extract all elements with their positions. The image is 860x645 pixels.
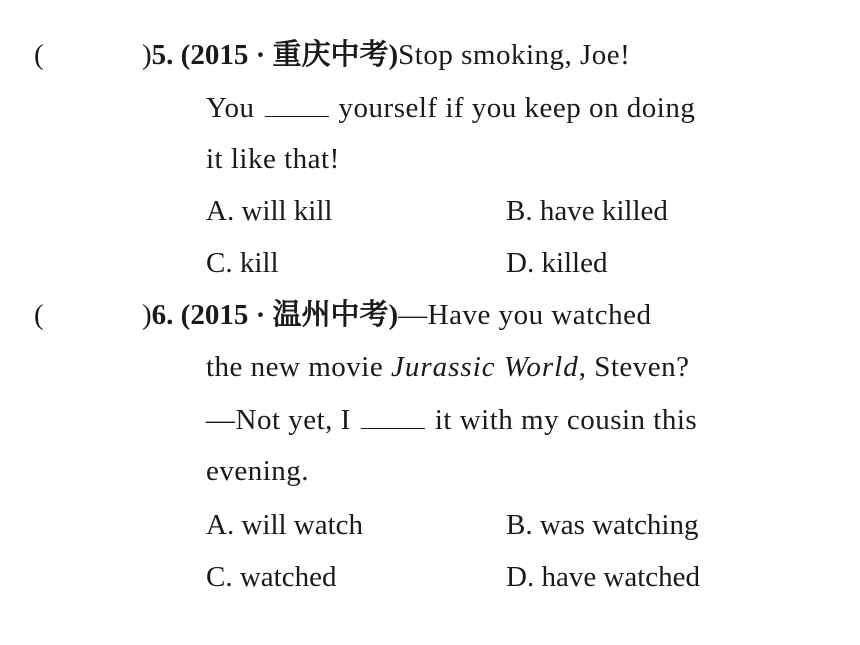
- option-d: D. killed: [506, 247, 608, 279]
- answer-blank: [361, 402, 425, 429]
- answer-paren-open: (: [34, 299, 44, 331]
- question-6-line-2: [206, 350, 690, 384]
- stem-text: yourself if you keep on doing: [338, 92, 696, 124]
- stem-text: Stop smoking, Joe!: [398, 39, 631, 71]
- option-b: B. have killed: [506, 195, 668, 227]
- option-a: A. will watch: [206, 509, 364, 541]
- question-number: 6.: [151, 299, 174, 331]
- stem-text: —Have you watched: [398, 299, 652, 331]
- option-b: B. was watching: [506, 509, 699, 541]
- answer-blank: [265, 90, 329, 117]
- stem-text: evening.: [206, 455, 310, 487]
- option-a: A. will kill: [206, 195, 333, 227]
- stem-text: , Steven?: [578, 351, 690, 383]
- stem-text: the new movie: [206, 351, 384, 383]
- answer-paren-close: ): [142, 299, 152, 331]
- question-number: 5.: [151, 39, 174, 71]
- stem-text: it with my cousin this: [434, 404, 698, 436]
- option-d: D. have watched: [506, 561, 701, 593]
- answer-paren-open: (: [34, 39, 44, 71]
- option-c: C. watched: [206, 561, 337, 593]
- question-5-line-1: [142, 38, 630, 72]
- stem-text: —Not yet, I: [206, 404, 351, 436]
- question-5-line-3: [206, 142, 340, 176]
- question-6-line-3: [206, 402, 697, 437]
- answer-paren-close: ): [142, 39, 152, 71]
- question-source: (2015 · 重庆中考): [180, 39, 399, 71]
- stem-text: You: [206, 92, 255, 124]
- movie-title: Jurassic World: [390, 351, 579, 383]
- question-source: (2015 · 温州中考): [180, 299, 399, 331]
- option-c: C. kill: [206, 247, 279, 279]
- question-6-line-1: [142, 298, 651, 332]
- question-5-line-2: [206, 90, 695, 125]
- stem-text: it like that!: [206, 143, 340, 175]
- question-6-line-4: [206, 454, 309, 488]
